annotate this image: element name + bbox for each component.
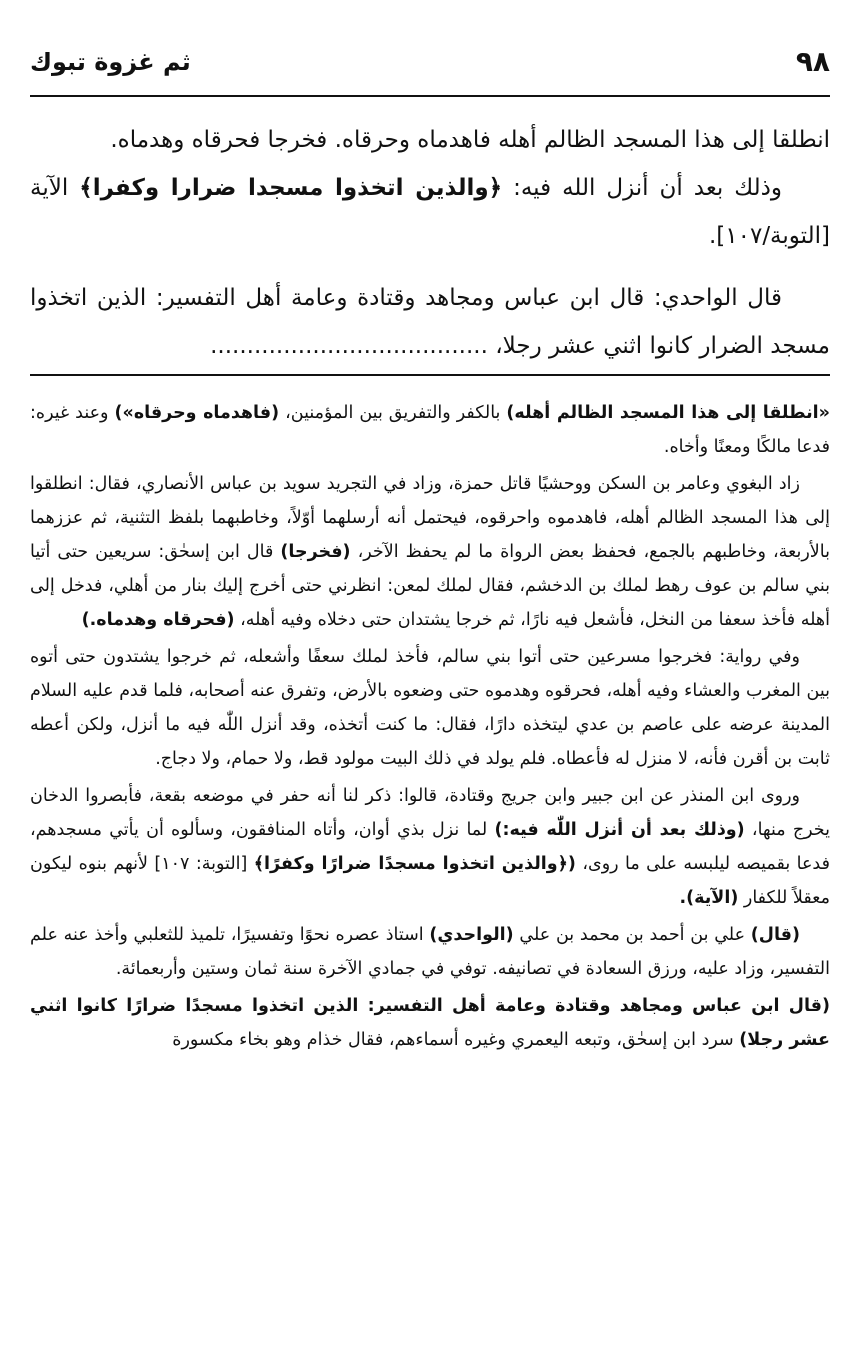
commentary-text — [30, 396, 830, 1060]
matn-paragraph — [30, 164, 830, 260]
commentary-paragraph — [30, 640, 830, 776]
commentary-text-run: وفي رواية: فخرجوا مسرعين حتى أتوا بني سالم، فأخذ لملك سعفًا وأشعله، ثم خرجوا يشتدون حتى أتوه بين المغرب والعشاء وفيه أهله، فحرقوه وهدموه حتى وضعوه بالأرض، وتفرق عنه أصحابه، فلما قدم عليه السلام المدينة عرضه على عاصم بن عدي ليتخذه دارًا، فقال: ما كنت أتخذه، وقد أنزل اللّٰه فيه ما أنزل، ولكن أعطه ثابت بن أقرن فأنه، لا منزل له فأعطاه. فلم يولد في ذلك البيت مولود قط، ولا حمام، ولا دجاج. — [30, 647, 830, 769]
commentary-text-run: علي بن أحمد بن محمد بن علي — [519, 925, 746, 945]
commentary-text-run: بالكفر والتفريق بين المؤمنين، — [285, 403, 501, 423]
quran-verse: (﴿والذين اتخذوا مسجدًا ضرارًا وكفرًا﴾ — [253, 854, 576, 874]
commentary-text-run: وعند غيره: فدعا مالكًا ومعنًا وأخاه. — [30, 403, 830, 457]
commentary-divider — [30, 374, 830, 376]
page-header — [30, 40, 830, 84]
main-text — [30, 116, 830, 370]
commentary-paragraph — [30, 396, 830, 464]
quoted-text: (فحرقاه وهدماه.) — [81, 610, 235, 630]
matn-text: الآية [التوبة/١٠٧]. — [30, 175, 830, 249]
quoted-text: «انطلقا إلى هذا المسجد الظالم أهله) — [506, 403, 830, 423]
matn-text: قال الواحدي: قال ابن عباس ومجاهد وقتادة وعامة أهل التفسير: الذين اتخذوا مسجد الضرار كانوا اثني عشر رجلا، — [30, 285, 830, 359]
commentary-paragraph — [30, 918, 830, 986]
quran-verse: ﴿والذين اتخذوا مسجدا ضرارا وكفرا﴾ — [79, 175, 503, 201]
quoted-text: (الآية). — [679, 888, 739, 908]
quoted-text: (قال) — [750, 925, 800, 945]
quoted-text: (قال ابن عباس ومجاهد وقتادة وعامة أهل التفسير: الذين اتخذوا مسجدًا ضرارًا كانوا اثني عشر رجلا) — [30, 996, 830, 1050]
commentary-paragraph — [30, 467, 830, 637]
quoted-text: (الواحدي) — [429, 925, 514, 945]
running-title: ثم غزوة تبوك — [30, 48, 191, 76]
quoted-text: (وذلك بعد أن أنزل اللّٰه فيه:) — [494, 820, 745, 840]
commentary-paragraph — [30, 989, 830, 1057]
commentary-text-run: وروى ابن المنذر عن ابن جبير وابن جريج وقتادة، قالوا: ذكر لنا أنه حفر في موضعه بقعة، فأبصروا الدخان يخرج منها، — [30, 786, 830, 840]
quoted-text: (فاهدماه وحرقاه») — [114, 403, 280, 423]
commentary-paragraph — [30, 779, 830, 915]
page-number: ٩٨ — [795, 45, 830, 78]
ellipsis-dots: ...................................... — [210, 333, 488, 359]
matn-text: انطلقا إلى هذا المسجد الظالم أهله فاهدماه وحرقاه. فخرجا فحرقاه وهدماه. — [110, 127, 830, 153]
commentary-text-run: قال ابن إسحٰق: سريعين حتى أتيا بني سالم بن عوف رهط لملك بن الدخشم، فقال لملك لمعن: انظرني حتى أخرج إليك بنار من أهلي، فدخل إلى أهله فأخذ سعفا من النخل، فأشعل فيه نارًا، ثم خرجا يشتدان حتى دخلاه وفيه أهله، — [30, 542, 830, 630]
matn-text: وذلك بعد أن أنزل الله فيه: — [513, 175, 783, 201]
commentary-text-run: استاذ عصره نحوًا وتفسيرًا، تلميذ للثعلبي وأخذ عنه علم التفسير، وزاد عليه، ورزق السعادة في تصانيفه. توفي في جمادي الآخرة سنة ثمان وستين وأربعمائة. — [30, 925, 830, 979]
header-rule — [30, 95, 830, 97]
quoted-text: (فخرجا) — [280, 542, 351, 562]
matn-paragraph — [30, 274, 830, 370]
commentary-text-run: سرد ابن إسحٰق، وتبعه اليعمري وغيره أسماءهم، فقال خذام وهو بخاء مكسورة — [172, 1030, 734, 1050]
commentary-text-run: [التوبة: ١٠٧] لأنهم بنوه ليكون معقلاً للكفار — [30, 854, 830, 908]
matn-paragraph — [30, 116, 830, 164]
commentary-text-run: زاد البغوي وعامر بن السكن ووحشيًا قاتل حمزة، وزاد في التجريد سويد بن عباس الأنصاري، فقال: انطلقوا إلى هذا المسجد الظالم أهله، فاهدموه واحرقوه، فيحتمل أنه أرسلهما أوّلاً، وخاطبهما بلفظ التثنية، ثم عززهما بالأربعة، وخاطبهم بالجمع، فحفظ بعض الرواة ما لم يحفظ الآخر، — [30, 474, 830, 562]
commentary-text-run: لما نزل بذي أوان، وأتاه المنافقون، وسألوه أن يأتي مسجدهم، فدعا بقميصه ليلبسه على ما روى، — [30, 820, 830, 874]
